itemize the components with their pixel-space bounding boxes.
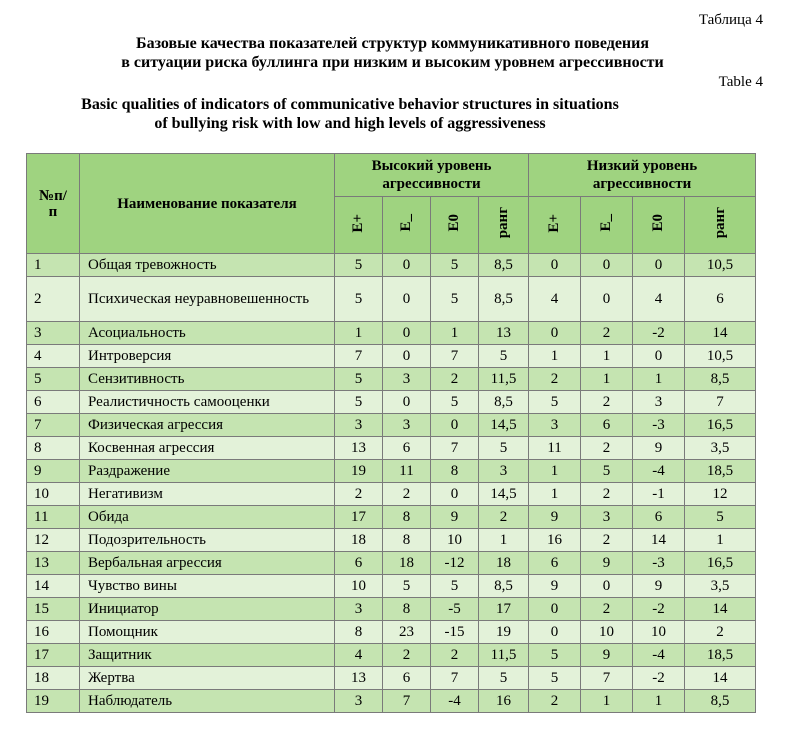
cell-high-e-plus: 5	[335, 391, 383, 414]
header-high-line1: Высокий уровень	[371, 158, 492, 174]
cell-high-e-plus: 5	[335, 368, 383, 391]
table-row	[27, 460, 756, 483]
cell-high-e-zero: 7	[431, 667, 479, 690]
cell-high-e-zero: 5	[431, 575, 479, 598]
cell-low-e-plus: 2	[529, 690, 581, 713]
cell-low-e-zero: 10	[633, 621, 685, 644]
cell-indicator-name: Защитник	[80, 644, 335, 667]
cell-high-e-plus: 6	[335, 552, 383, 575]
cell-low-e-zero: -2	[633, 598, 685, 621]
cell-low-rank: 14	[685, 322, 756, 345]
cell-row-number: 9	[27, 460, 80, 483]
header-number-line2: п	[48, 203, 58, 220]
cell-low-e-plus: 5	[529, 391, 581, 414]
header-indicator-name: Наименование показателя	[80, 154, 335, 254]
cell-row-number: 1	[27, 254, 80, 277]
cell-low-e-minus: 10	[581, 621, 633, 644]
subheader-high-rank-label: ранг	[495, 207, 512, 239]
header-low-line2: агрессивности	[592, 176, 692, 192]
cell-low-e-zero: 0	[633, 345, 685, 368]
cell-high-rank: 8,5	[479, 254, 529, 277]
cell-low-e-minus: 7	[581, 667, 633, 690]
cell-low-e-zero: 6	[633, 506, 685, 529]
cell-high-e-zero: 10	[431, 529, 479, 552]
header-low-aggressiveness	[529, 154, 756, 197]
cell-high-e-zero: 7	[431, 437, 479, 460]
cell-high-e-zero: 5	[431, 277, 479, 322]
cell-low-e-plus: 6	[529, 552, 581, 575]
cell-low-e-plus: 9	[529, 506, 581, 529]
cell-high-e-zero: 1	[431, 322, 479, 345]
cell-low-e-plus: 0	[529, 621, 581, 644]
cell-low-e-plus: 1	[529, 460, 581, 483]
table-row	[27, 483, 756, 506]
cell-high-e-minus: 8	[383, 598, 431, 621]
cell-low-e-plus: 0	[529, 322, 581, 345]
cell-low-e-minus: 0	[581, 277, 633, 322]
cell-low-e-plus: 1	[529, 345, 581, 368]
cell-low-e-zero: -3	[633, 414, 685, 437]
cell-low-e-plus: 11	[529, 437, 581, 460]
cell-indicator-name: Помощник	[80, 621, 335, 644]
subheader-high-e-zero	[431, 197, 479, 254]
cell-high-e-minus: 2	[383, 483, 431, 506]
cell-high-rank: 17	[479, 598, 529, 621]
cell-high-e-zero: -12	[431, 552, 479, 575]
cell-low-e-zero: 9	[633, 575, 685, 598]
cell-row-number: 3	[27, 322, 80, 345]
header-number-line1: №п/	[39, 187, 67, 204]
cell-high-e-plus: 13	[335, 437, 383, 460]
subheader-high-e-minus-label: E_	[398, 214, 414, 232]
cell-row-number: 12	[27, 529, 80, 552]
table-row	[27, 322, 756, 345]
subheader-low-e-plus-label: E+	[546, 213, 563, 233]
cell-high-e-zero: 0	[431, 414, 479, 437]
cell-high-rank: 13	[479, 322, 529, 345]
cell-indicator-name: Инициатор	[80, 598, 335, 621]
cell-high-e-plus: 2	[335, 483, 383, 506]
cell-high-e-zero: -5	[431, 598, 479, 621]
cell-high-e-minus: 11	[383, 460, 431, 483]
cell-high-e-plus: 19	[335, 460, 383, 483]
table-row	[27, 667, 756, 690]
subheader-low-e-zero-label: E0	[650, 214, 667, 232]
cell-row-number: 7	[27, 414, 80, 437]
cell-low-e-zero: -1	[633, 483, 685, 506]
cell-high-e-zero: 9	[431, 506, 479, 529]
cell-row-number: 5	[27, 368, 80, 391]
cell-low-e-minus: 2	[581, 598, 633, 621]
table-row	[27, 644, 756, 667]
cell-high-e-minus: 0	[383, 277, 431, 322]
cell-high-e-zero: 2	[431, 368, 479, 391]
cell-row-number: 6	[27, 391, 80, 414]
subheader-low-e-minus	[581, 197, 633, 254]
cell-low-rank: 18,5	[685, 460, 756, 483]
cell-row-number: 10	[27, 483, 80, 506]
cell-low-rank: 10,5	[685, 345, 756, 368]
subheader-low-e-plus	[529, 197, 581, 254]
cell-indicator-name: Асоциальность	[80, 322, 335, 345]
cell-high-e-minus: 0	[383, 345, 431, 368]
cell-low-e-minus: 5	[581, 460, 633, 483]
cell-high-e-minus: 6	[383, 667, 431, 690]
cell-indicator-name: Вербальная агрессия	[80, 552, 335, 575]
table-title-en	[0, 95, 700, 133]
cell-low-e-minus: 3	[581, 506, 633, 529]
cell-high-rank: 8,5	[479, 391, 529, 414]
cell-indicator-name: Психическая неуравновешенность	[80, 277, 335, 322]
cell-row-number: 17	[27, 644, 80, 667]
cell-high-e-minus: 0	[383, 391, 431, 414]
cell-high-rank: 5	[479, 437, 529, 460]
cell-low-e-minus: 6	[581, 414, 633, 437]
cell-low-e-zero: 1	[633, 368, 685, 391]
cell-low-e-zero: 4	[633, 277, 685, 322]
cell-low-e-minus: 9	[581, 552, 633, 575]
cell-row-number: 13	[27, 552, 80, 575]
subheader-low-rank-label: ранг	[711, 207, 728, 239]
cell-low-rank: 1	[685, 529, 756, 552]
cell-high-rank: 1	[479, 529, 529, 552]
table-header	[27, 154, 756, 254]
cell-indicator-name: Обида	[80, 506, 335, 529]
table-row	[27, 575, 756, 598]
cell-low-e-zero: 0	[633, 254, 685, 277]
cell-high-rank: 14,5	[479, 414, 529, 437]
cell-low-e-zero: 3	[633, 391, 685, 414]
header-low-line1: Низкий уровень	[586, 158, 698, 174]
cell-low-rank: 6	[685, 277, 756, 322]
cell-high-e-zero: 5	[431, 391, 479, 414]
cell-indicator-name: Негативизм	[80, 483, 335, 506]
subheader-high-e-zero-label: E0	[446, 214, 462, 232]
cell-row-number: 16	[27, 621, 80, 644]
cell-low-e-plus: 5	[529, 667, 581, 690]
cell-low-e-minus: 9	[581, 644, 633, 667]
cell-low-rank: 3,5	[685, 437, 756, 460]
table-row	[27, 345, 756, 368]
cell-indicator-name: Реалистичность самооценки	[80, 391, 335, 414]
cell-high-e-plus: 18	[335, 529, 383, 552]
cell-high-rank: 14,5	[479, 483, 529, 506]
cell-low-e-minus: 1	[581, 345, 633, 368]
cell-low-e-plus: 4	[529, 277, 581, 322]
cell-high-rank: 19	[479, 621, 529, 644]
cell-low-rank: 14	[685, 598, 756, 621]
cell-low-rank: 2	[685, 621, 756, 644]
cell-low-e-zero: -4	[633, 460, 685, 483]
cell-high-e-zero: 0	[431, 483, 479, 506]
cell-high-e-plus: 3	[335, 414, 383, 437]
header-high-aggressiveness	[335, 154, 529, 197]
cell-low-e-plus: 3	[529, 414, 581, 437]
cell-indicator-name: Косвенная агрессия	[80, 437, 335, 460]
cell-low-e-plus: 0	[529, 598, 581, 621]
cell-low-e-zero: -2	[633, 667, 685, 690]
cell-high-e-zero: -4	[431, 690, 479, 713]
cell-row-number: 19	[27, 690, 80, 713]
table-label-en: Table 4	[718, 74, 763, 90]
cell-indicator-name: Подозрительность	[80, 529, 335, 552]
table-row	[27, 414, 756, 437]
table-title-ru	[0, 34, 785, 72]
cell-low-e-minus: 2	[581, 483, 633, 506]
cell-high-e-minus: 0	[383, 322, 431, 345]
cell-low-rank: 16,5	[685, 414, 756, 437]
cell-high-e-minus: 6	[383, 437, 431, 460]
cell-high-rank: 2	[479, 506, 529, 529]
cell-low-e-minus: 0	[581, 575, 633, 598]
cell-indicator-name: Жертва	[80, 667, 335, 690]
cell-low-rank: 3,5	[685, 575, 756, 598]
cell-row-number: 18	[27, 667, 80, 690]
cell-row-number: 4	[27, 345, 80, 368]
subheader-low-e-minus-label: E_	[598, 214, 615, 232]
table-row	[27, 529, 756, 552]
cell-low-e-minus: 1	[581, 368, 633, 391]
cell-indicator-name: Общая тревожность	[80, 254, 335, 277]
table-row	[27, 506, 756, 529]
cell-high-e-plus: 7	[335, 345, 383, 368]
cell-high-rank: 18	[479, 552, 529, 575]
cell-high-e-zero: 7	[431, 345, 479, 368]
cell-high-e-zero: -15	[431, 621, 479, 644]
cell-low-e-plus: 5	[529, 644, 581, 667]
cell-high-rank: 11,5	[479, 644, 529, 667]
cell-low-e-zero: -4	[633, 644, 685, 667]
cell-high-rank: 5	[479, 667, 529, 690]
cell-low-e-plus: 0	[529, 254, 581, 277]
table-title-en-line1: Basic qualities of indicators of communicative behavior structures in situations	[81, 96, 619, 113]
indicators-table	[26, 153, 756, 713]
cell-indicator-name: Интроверсия	[80, 345, 335, 368]
cell-low-rank: 5	[685, 506, 756, 529]
cell-indicator-name: Чувство вины	[80, 575, 335, 598]
cell-low-rank: 7	[685, 391, 756, 414]
cell-row-number: 8	[27, 437, 80, 460]
cell-low-rank: 8,5	[685, 690, 756, 713]
cell-high-e-minus: 3	[383, 368, 431, 391]
cell-low-e-zero: 9	[633, 437, 685, 460]
table-title-ru-line2: в ситуации риска буллинга при низким и высоким уровнем агрессивности	[121, 54, 664, 71]
cell-high-e-plus: 4	[335, 644, 383, 667]
cell-high-rank: 11,5	[479, 368, 529, 391]
cell-high-e-minus: 5	[383, 575, 431, 598]
cell-indicator-name: Наблюдатель	[80, 690, 335, 713]
cell-high-e-plus: 13	[335, 667, 383, 690]
cell-row-number: 2	[27, 277, 80, 322]
table-row	[27, 690, 756, 713]
cell-low-rank: 12	[685, 483, 756, 506]
cell-low-e-plus: 16	[529, 529, 581, 552]
cell-high-e-minus: 8	[383, 529, 431, 552]
cell-low-rank: 14	[685, 667, 756, 690]
cell-low-rank: 8,5	[685, 368, 756, 391]
cell-high-e-minus: 23	[383, 621, 431, 644]
cell-row-number: 15	[27, 598, 80, 621]
table-body	[27, 254, 756, 713]
cell-high-e-plus: 1	[335, 322, 383, 345]
table-row	[27, 391, 756, 414]
cell-high-e-minus: 2	[383, 644, 431, 667]
cell-row-number: 11	[27, 506, 80, 529]
cell-low-e-plus: 9	[529, 575, 581, 598]
cell-high-e-minus: 18	[383, 552, 431, 575]
cell-low-e-minus: 2	[581, 529, 633, 552]
cell-high-rank: 3	[479, 460, 529, 483]
cell-low-e-zero: 1	[633, 690, 685, 713]
header-number	[27, 154, 80, 254]
subheader-low-e-zero	[633, 197, 685, 254]
cell-high-e-minus: 0	[383, 254, 431, 277]
cell-indicator-name: Сензитивность	[80, 368, 335, 391]
subheader-high-e-plus-label: E+	[350, 213, 366, 233]
cell-low-e-minus: 2	[581, 322, 633, 345]
subheader-high-e-minus	[383, 197, 431, 254]
cell-low-rank: 10,5	[685, 254, 756, 277]
cell-high-e-zero: 2	[431, 644, 479, 667]
table-row	[27, 254, 756, 277]
cell-low-e-minus: 0	[581, 254, 633, 277]
subheader-low-rank	[685, 197, 756, 254]
table-row	[27, 621, 756, 644]
cell-high-e-plus: 10	[335, 575, 383, 598]
cell-high-e-plus: 5	[335, 277, 383, 322]
cell-high-e-plus: 5	[335, 254, 383, 277]
cell-low-e-zero: -2	[633, 322, 685, 345]
subheader-high-rank	[479, 197, 529, 254]
table-title-ru-line1: Базовые качества показателей структур коммуникативного поведения	[135, 35, 650, 52]
cell-high-e-plus: 8	[335, 621, 383, 644]
cell-high-e-minus: 3	[383, 414, 431, 437]
cell-high-e-zero: 5	[431, 254, 479, 277]
cell-high-e-plus: 3	[335, 598, 383, 621]
table-row	[27, 277, 756, 322]
table-row	[27, 437, 756, 460]
cell-low-rank: 18,5	[685, 644, 756, 667]
cell-high-e-zero: 8	[431, 460, 479, 483]
cell-high-e-minus: 7	[383, 690, 431, 713]
cell-high-rank: 8,5	[479, 277, 529, 322]
header-high-line2: агрессивности	[382, 176, 481, 192]
cell-high-e-plus: 17	[335, 506, 383, 529]
table-title-en-line2: of bullying risk with low and high levels of aggressiveness	[154, 115, 546, 132]
cell-low-e-minus: 2	[581, 437, 633, 460]
cell-high-rank: 16	[479, 690, 529, 713]
cell-high-rank: 5	[479, 345, 529, 368]
table-label-ru: Таблица 4	[698, 12, 763, 28]
cell-high-e-minus: 8	[383, 506, 431, 529]
cell-indicator-name: Физическая агрессия	[80, 414, 335, 437]
table-row	[27, 552, 756, 575]
cell-low-e-minus: 2	[581, 391, 633, 414]
table-row	[27, 598, 756, 621]
cell-low-e-minus: 1	[581, 690, 633, 713]
cell-high-e-plus: 3	[335, 690, 383, 713]
cell-row-number: 14	[27, 575, 80, 598]
cell-low-e-zero: -3	[633, 552, 685, 575]
subheader-high-e-plus	[335, 197, 383, 254]
cell-low-e-plus: 2	[529, 368, 581, 391]
cell-low-e-plus: 1	[529, 483, 581, 506]
cell-indicator-name: Раздражение	[80, 460, 335, 483]
cell-low-e-zero: 14	[633, 529, 685, 552]
table-row	[27, 368, 756, 391]
cell-high-rank: 8,5	[479, 575, 529, 598]
cell-low-rank: 16,5	[685, 552, 756, 575]
